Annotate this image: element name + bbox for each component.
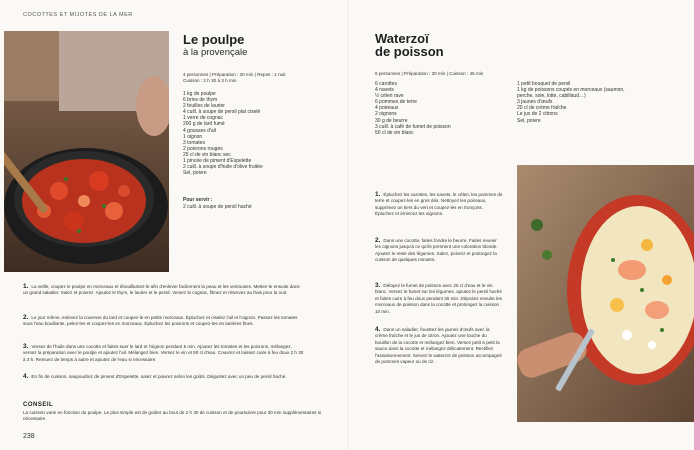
ingredient-item: 1 verre de cognac	[183, 115, 224, 122]
ingredient-item: 3 jaunes d'œufs	[517, 99, 553, 106]
recipe-step	[375, 327, 503, 365]
ingredient-item: 6 carottes	[375, 81, 397, 87]
step-number: 3.	[23, 343, 29, 350]
step-text: Épluchez les carottes, les navets, le céleri, les pommes de terre et coupez-les en gros dés. Nettoyez les poireaux, supprimez un tiers du vert et coupez-les en tronçons. Épluchez et émincez les oignons.	[375, 192, 503, 217]
ingredient-item: 30 g de beurre	[375, 117, 408, 124]
recipe-step	[23, 315, 305, 328]
step-text: La veille, coupez le poulpe en morceaux et ébouillantez-le afin d'enlever facilement la peau et les ventouses. Mettez-le ensuite dans un grand saladier. Salez et poivrez. Ajoutez le thym, le laurier et le persil. Versez le cognac, filmez et réservez au frais pour la nuit.	[23, 284, 300, 296]
ingredient-item: 1 pincée de piment d'Espelette	[183, 158, 252, 165]
ingredient-list	[183, 91, 263, 176]
recipe-title-line-1: Waterzoï	[375, 31, 429, 46]
ingredient-item: 2 oignons	[375, 111, 397, 118]
ingredient-item: 1 oignon	[183, 133, 203, 140]
ingredient-item: 4 gousses d'ail	[183, 127, 216, 134]
tip-heading: CONSEIL	[23, 402, 54, 408]
ingredient-item: 2 cuill. à soupe d'huile d'olive fruitée	[183, 164, 263, 171]
ingredient-item: 25 cl de vin blanc sec	[183, 151, 231, 158]
step-number: 2.	[375, 237, 381, 244]
ingredient-item: 4 navets	[375, 87, 394, 94]
step-text: Le jour même, enlevez la couenne du lard et coupez-le en petits morceaux. Épluchez et ciselez l'ail et l'oignon. Passez les tomates sous l'eau bouillante, pelez-les et coupez-les en morceaux. Épluchez les poivrons et coupez-les en lanières fines.	[23, 315, 298, 327]
ingredient-item: 6 brins de thym	[183, 97, 218, 104]
step-text: En fin de cuisson, saupoudrez de piment d'Espelette, salez et poivrez selon les goûts. Dégustez avec un peu de persil haché.	[31, 374, 287, 379]
recipe-title-line-2: de poisson	[375, 44, 444, 59]
ingredient-item: 1 kg de poulpe	[183, 91, 216, 97]
ingredient-item: 1 kg de poissons coupés en morceaux (saumon,	[517, 87, 625, 94]
ingredient-item: Sel, poivre	[183, 170, 207, 177]
recipe-meta: 6 personnes | Préparation : 30 min | Cuisson : 45 min	[375, 71, 484, 76]
page-number: 238	[23, 433, 35, 440]
ingredient-item: Sel, poivre	[517, 117, 541, 124]
recipe-step	[375, 283, 503, 315]
step-number: 3.	[375, 282, 381, 289]
recipe-title: Le poulpe	[183, 32, 245, 47]
recipe-step	[375, 238, 503, 264]
recipe-meta-line-1: 4 personnes | Préparation : 20 min | Repos : 1 nuit	[183, 72, 286, 77]
step-number: 1.	[375, 191, 381, 198]
step-text: Délayez le fumet de poisson avec 25 cl d'eau et le vin blanc. Versez le fumet sur les légumes, ajoutez le persil haché et faites cuire à feu doux pendant 30 min. Déposez ensuite les morceaux de poisson dans la cocotte et prolongez la cuisson 10 min.	[375, 283, 502, 314]
ingredient-item: ½ céleri rave	[375, 93, 404, 100]
ingredient-item: 200 g de lard fumé	[183, 121, 225, 128]
ingredient-item: 2 poivrons rouges	[183, 145, 223, 152]
recipe-subtitle: à la provençale	[183, 47, 248, 58]
ingredient-item: 6 pommes de terre	[375, 99, 417, 106]
waterzooi-photo	[517, 165, 694, 422]
ingredient-item: 1 petit bouquet de persil	[517, 81, 571, 87]
ingredient-item: 50 cl de vin blanc	[375, 129, 414, 136]
ingredient-item: 4 poireaux	[375, 105, 399, 112]
ingredient-item: perche, sole, lotte, cabillaud…)	[517, 93, 586, 100]
serving-text: 2 cuill. à soupe de persil haché	[183, 204, 252, 210]
serving-label: Pour servir :	[183, 197, 213, 203]
step-number: 2.	[23, 314, 29, 321]
recipe-step	[23, 374, 305, 380]
ingredient-item: 4 cuill. à soupe de persil plat ciselé	[183, 109, 261, 116]
step-number: 4.	[23, 373, 29, 380]
recipe-step	[375, 192, 503, 218]
ingredient-item: 3 cuill. à café de fumet de poisson	[375, 123, 451, 130]
page-gutter	[347, 0, 349, 450]
step-text: Versez de l'huile dans une cocotte et faites suer le lard et l'oignon pendant 5 min. Ajoutez les tomates et les poivrons, mélangez, versez la préparation avec le poulpe et ajoutez l'ail. Mélangez bien. Versez le vin et 50 cl d'eau. Couvrez et laissez cuire à feu doux 2 h 30 à 3 h. Remuez de temps à autre et ajoutez de l'eau si nécessaire.	[23, 344, 304, 362]
ingredient-item: Le jus de 2 citrons	[517, 111, 558, 118]
step-number: 4.	[375, 326, 381, 333]
ingredient-item: 2 feuilles de laurier	[183, 103, 225, 110]
running-head: COCOTTES ET MIJOTÉS DE LA MER	[23, 12, 133, 18]
ingredient-item: 20 cl de crème fraîche	[517, 105, 567, 112]
octopus-stew-photo	[4, 31, 169, 272]
ingredient-list-col-2	[517, 81, 625, 124]
ingredient-item: 3 tomates	[183, 139, 205, 146]
recipe-step	[23, 344, 305, 363]
step-text: Dans un saladier, fouettez les jaunes d'œufs avec la crème fraîche et le jus de citron. Ajoutez une louche du bouillon de la cocotte et mélangez bien. Versez petit à petit la sauce dans la cocotte et mélangez délicatement. Rectifiez l'assaisonnement. Servez le waterzoï de poisson accompagné de pommes vapeur ou de riz.	[375, 327, 502, 365]
step-text: Dans une cocotte, faites fondre le beurre. Faites revenir les oignons jusqu'à ce qu'ils prennent une coloration blonde. Ajoutez le reste des légumes. Salez, poivrez et prolongez la cuisson de quelques minutes.	[375, 238, 498, 263]
recipe-meta	[183, 72, 286, 84]
recipe-meta-line-2: Cuisson : 2 h 30 à 3 h min	[183, 78, 237, 83]
ingredient-list-col-1	[375, 81, 451, 136]
tip-text: La cuisson varie en fonction du poulpe. Le plus simple est de goûter au bout de 2 h 30 de cuisson et de poursuivre pour 30 min supplémentaires si nécessaire.	[23, 410, 322, 422]
recipe-step	[23, 284, 305, 297]
step-number: 1.	[23, 283, 29, 290]
